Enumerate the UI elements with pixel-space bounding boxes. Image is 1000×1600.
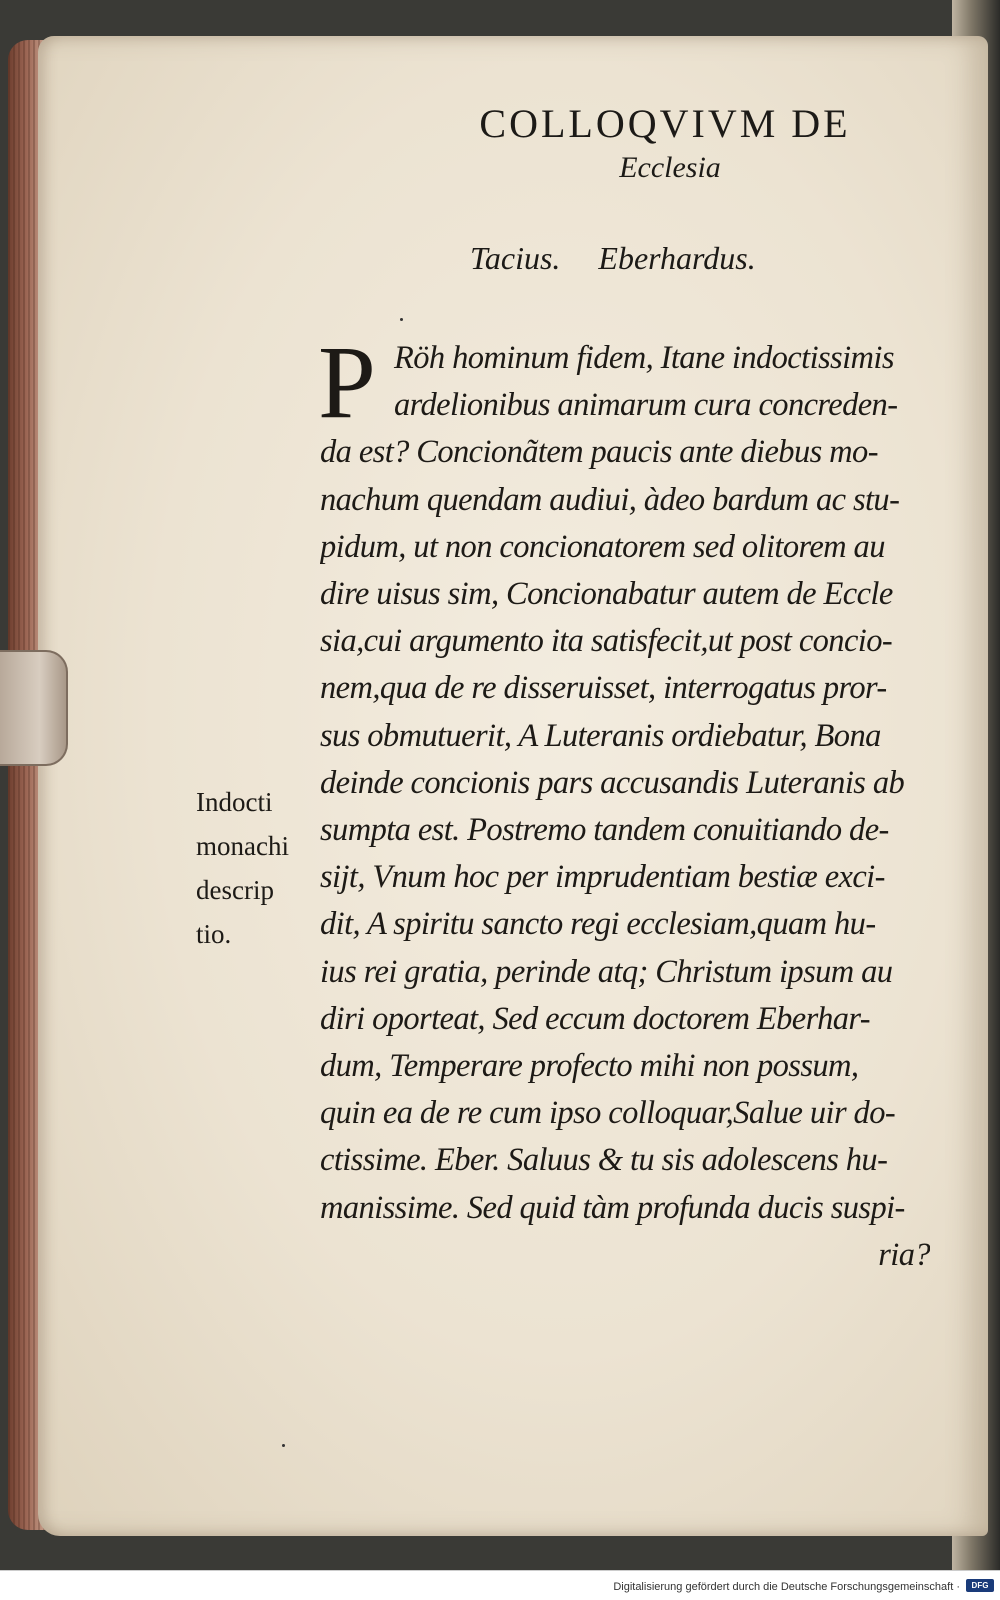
text-line: sumpta est. Postremo tandem conuitiando de-	[320, 812, 889, 849]
speaker-names: Tacius. Eberhardus.	[470, 240, 756, 276]
text-line: sijt, Vnum hoc per imprudentiam bestiæ exci-	[320, 859, 885, 896]
text-line: sia,cui argumento ita satisfecit,ut post concio-	[320, 623, 893, 660]
body-text	[318, 325, 930, 1279]
text-line: ardelionibus animarum cura concreden-	[394, 387, 898, 424]
marginal-note-line: Indocti	[196, 787, 273, 817]
marginal-note	[196, 780, 316, 956]
bookmark-tab	[0, 650, 68, 766]
text-line: nachum quendam audiui, àdeo bardum ac stu-	[320, 481, 900, 518]
ink-speck	[400, 318, 403, 321]
text-line: deinde concionis pars accusandis Luteranis ab	[320, 764, 905, 801]
dfg-logo: DFG	[966, 1579, 994, 1592]
text-line: sus obmutuerit, A Luteranis ordiebatur, Bona	[320, 717, 881, 754]
ink-speck	[282, 1444, 285, 1447]
text-line: nem,qua de re disseruisset, interrogatus pror-	[320, 670, 887, 707]
text-line: da est? Concionãtem paucis ante diebus mo-	[320, 434, 878, 471]
footer-credit: Digitalisierung gefördert durch die Deutsche Forschungsgemeinschaft ·	[613, 1581, 960, 1593]
header-title: COLLOQVIVM DE	[479, 101, 851, 146]
marginal-note-line: descrip	[196, 875, 274, 905]
text-line: ius rei gratia, perinde atq; Christum ipsum au	[320, 953, 893, 990]
text-line: dire uisus sim, Concionabatur autem de Eccle	[320, 576, 893, 613]
text-line: diri oporteat, Sed eccum doctorem Eberhar-	[320, 1000, 871, 1037]
text-line: dum, Temperare profecto mihi non possum,	[320, 1048, 859, 1085]
footer-bar	[0, 1570, 1000, 1600]
text-line: Röh hominum fidem, Itane indoctissimis	[394, 340, 894, 376]
text-line: dit, A spiritu sancto regi ecclesiam,quam hu-	[320, 906, 876, 943]
text-line: manissime. Sed quid tàm profunda ducis suspi-	[320, 1189, 905, 1226]
text-line: quin ea de re cum ipso colloquar,Salue uir do-	[320, 1095, 896, 1132]
text-line: ctissime. Eber. Saluus & tu sis adolescens hu-	[320, 1142, 888, 1179]
header-subtitle: Ecclesia	[619, 151, 721, 184]
text-line: pidum, ut non concionatorem sed olitorem au	[320, 528, 885, 565]
marginal-note-line: tio.	[196, 919, 232, 949]
catchword: ria?	[878, 1236, 930, 1273]
running-header	[300, 100, 940, 185]
drop-capital: P	[318, 325, 376, 440]
marginal-note-line: monachi	[196, 831, 289, 861]
